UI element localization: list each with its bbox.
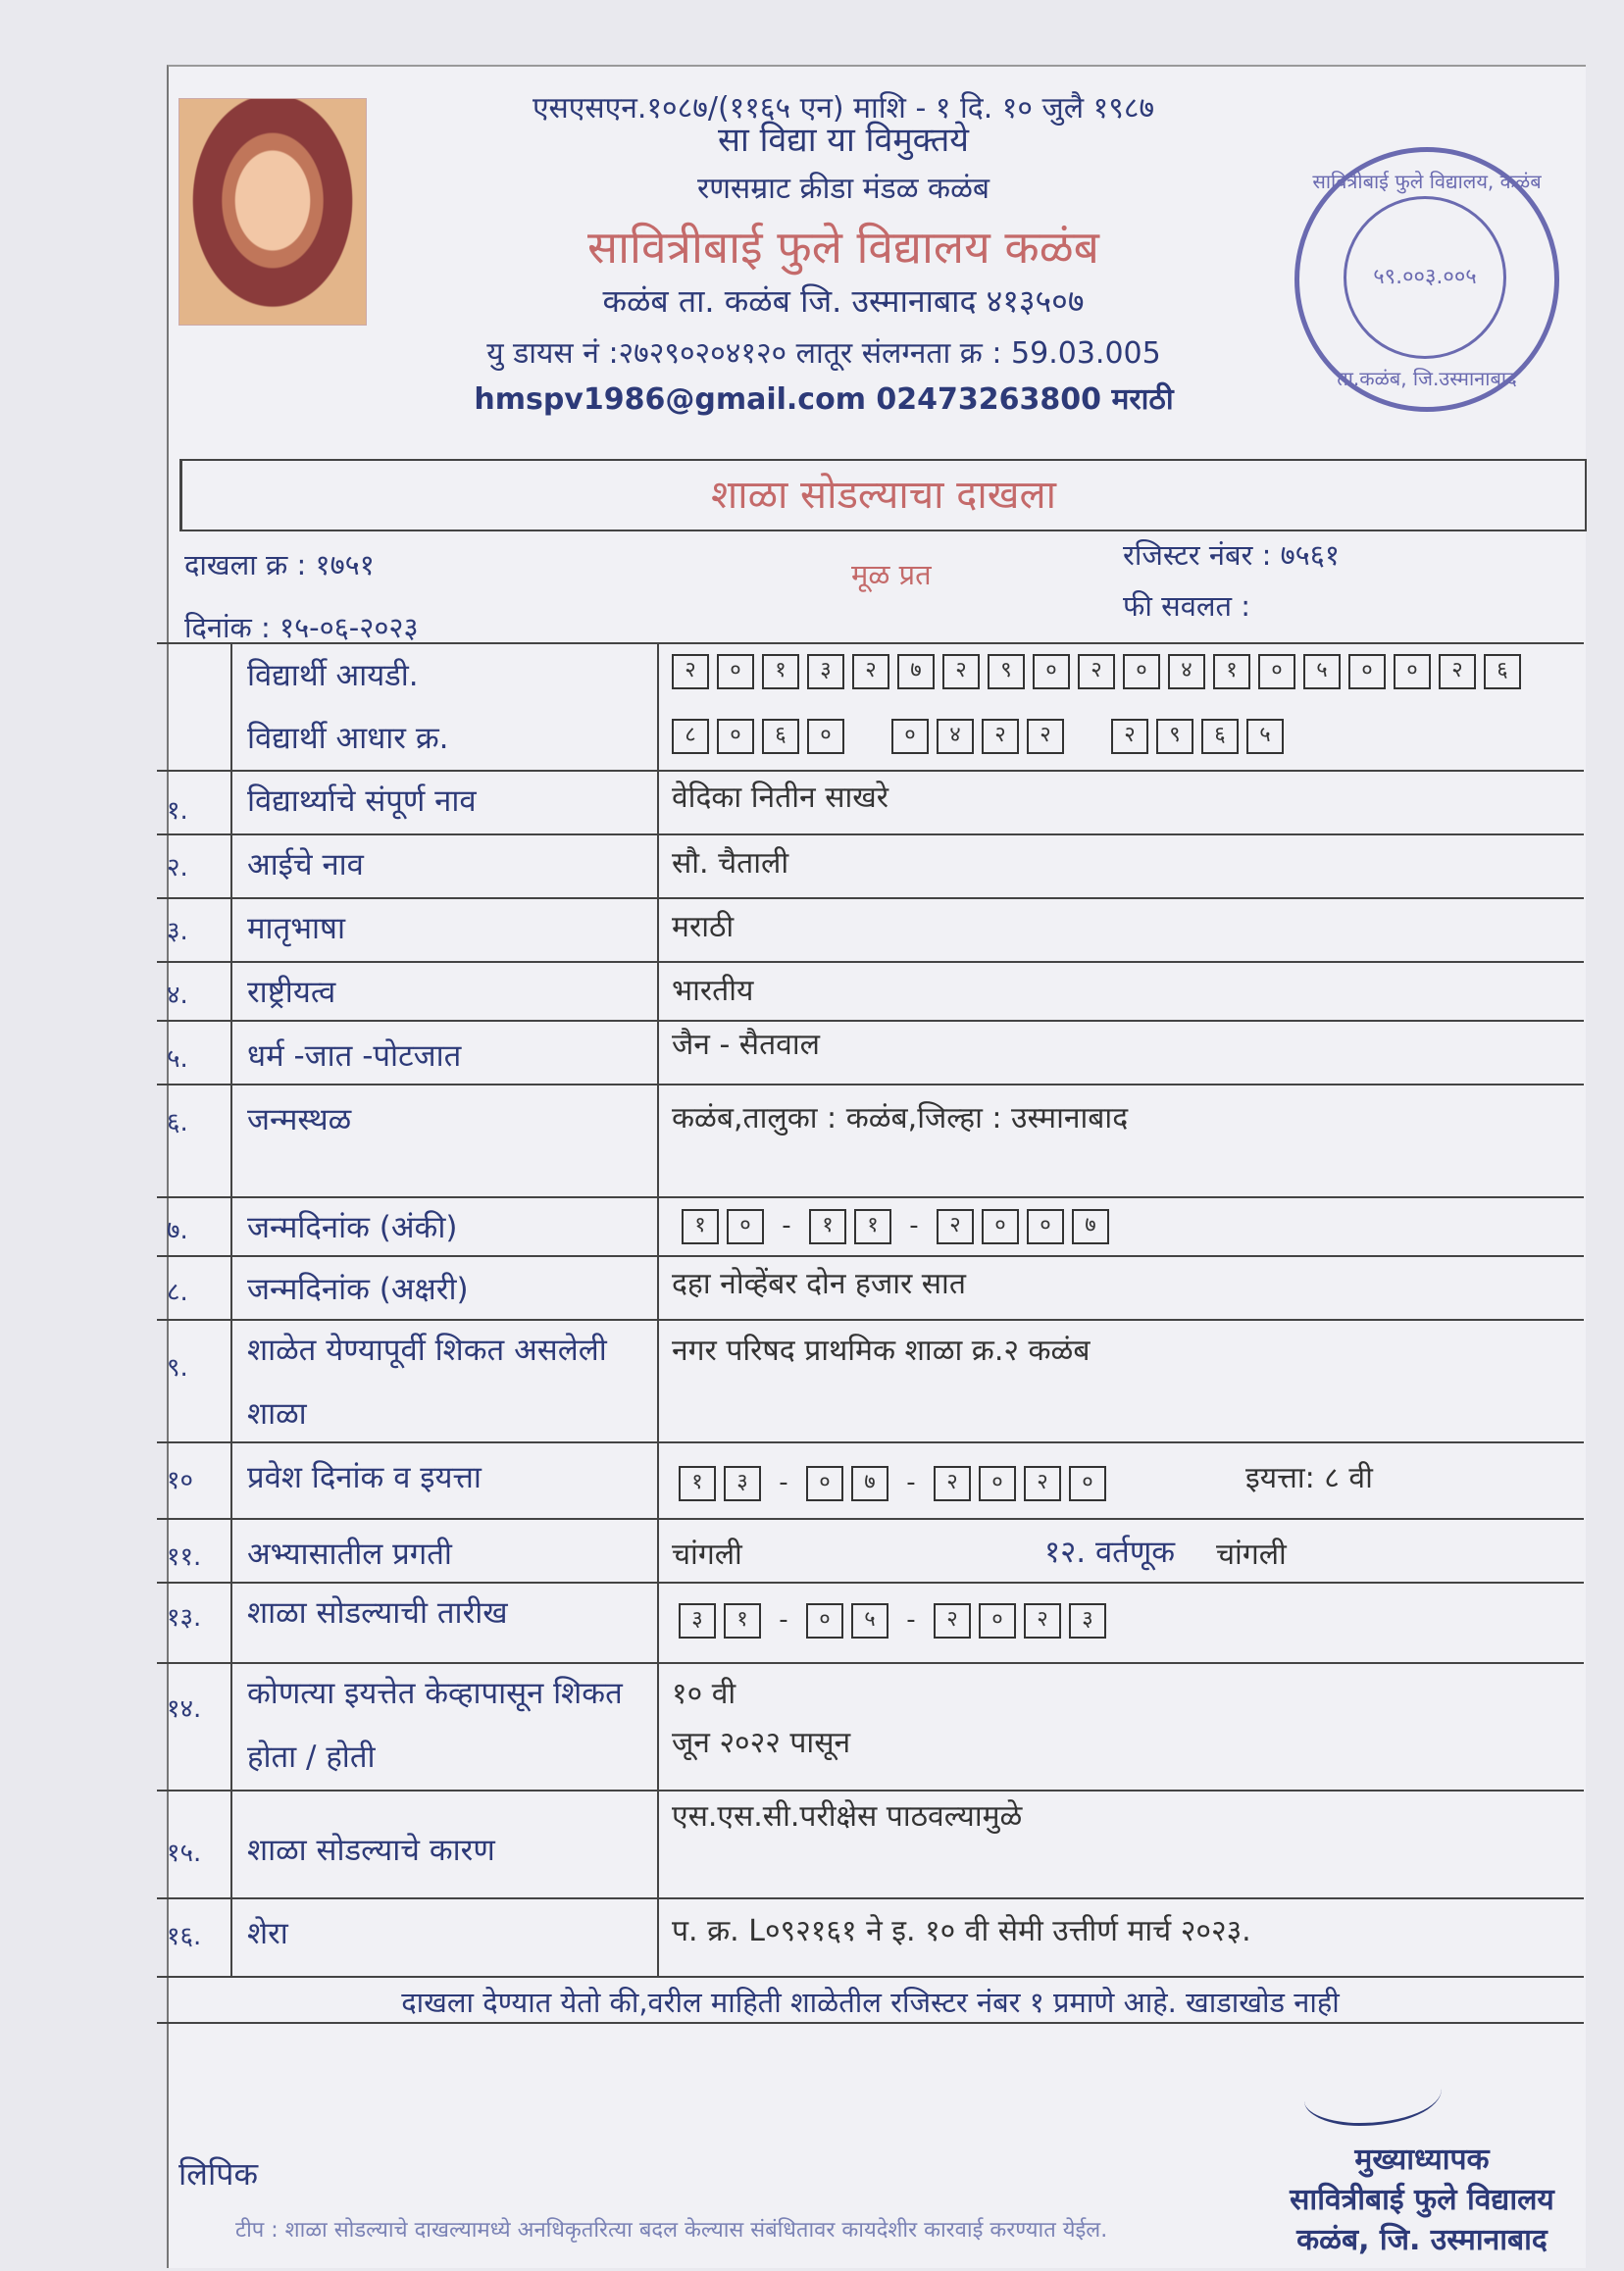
row-number: १६. (167, 1922, 202, 1951)
aadhaar-digit: ० (807, 719, 844, 754)
fee-concession: फी सवलत : (1123, 589, 1250, 623)
dob-numeric-label: जन्मदिनांक (अंकी) (247, 1210, 458, 1245)
mother-tongue-value: मराठी (672, 910, 735, 944)
row-number: ३. (167, 917, 188, 946)
footer-divider (157, 2022, 1584, 2024)
school-motto: सा विद्या या विमुक्तये (717, 121, 970, 160)
row-border (157, 770, 1584, 772)
leaving-digit: ३ (1069, 1603, 1106, 1639)
udise-line: यु डायस नं :२७२९०२०४१२० लातूर संलग्नता क्र : 59.03.005 (486, 336, 1161, 371)
admission-std-value: इयत्ता: ८ वी (1245, 1461, 1373, 1495)
nationality-value: भारतीय (672, 974, 754, 1008)
student-id-digit: २ (942, 654, 980, 689)
leaving-date-boxes (679, 1603, 1106, 1639)
row-border (157, 1255, 1584, 1257)
school-address: कळंब ता. कळंब जि. उस्मानाबाद ४१३५०७ (602, 282, 1085, 320)
aadhaar-digit: ८ (672, 719, 709, 754)
student-id-digit: २ (1078, 654, 1115, 689)
aadhaar-digit: २ (1111, 719, 1148, 754)
row-number: ६. (167, 1108, 188, 1137)
leaving-digit: १ (724, 1603, 761, 1639)
student-id-digit: ० (1258, 654, 1295, 689)
row-number: ५. (167, 1044, 188, 1074)
row-number: ४. (167, 981, 188, 1010)
footnote: टीप : शाळा सोडल्याचे दाखल्यामध्ये अनधिकृतरित्या बदल केल्यास संबंधितावर कायदेशीर कारवाई करण्यात येईल. (235, 2218, 1108, 2243)
leaving-reason-label: शाळा सोडल्याचे कारण (247, 1833, 495, 1868)
register-number: रजिस्टर नंबर : ७५६१ (1123, 538, 1340, 572)
prev-school-value: नगर परिषद प्राथमिक शाळा क्र.२ कळंब (672, 1334, 1091, 1368)
aadhaar-digit: ९ (1156, 719, 1193, 754)
row-border (157, 1662, 1584, 1664)
student-id-digit: १ (1213, 654, 1250, 689)
row-number: ८. (167, 1278, 188, 1307)
dob-digit: २ (937, 1209, 974, 1244)
date-separator: - (906, 1468, 916, 1497)
society-name: रणसम्राट क्रीडा मंडळ कळंब (696, 172, 990, 206)
principal-place: कळंब, जि. उस्मानाबाद (1296, 2223, 1548, 2257)
admission-label: प्रवेश दिनांक व इयत्ता (247, 1460, 482, 1495)
student-id-digit: २ (852, 654, 889, 689)
registration-line: एसएसएन.१०८७/(११६५ एन) माशि - १ दि. १० जुलै १९८७ (532, 91, 1155, 126)
student-id-digit: २ (1439, 654, 1476, 689)
religion-caste-label: धर्म -जात -पोटजात (247, 1038, 462, 1074)
row-number: १५. (167, 1839, 202, 1868)
dob-digit: ० (1027, 1209, 1064, 1244)
row-number: ११. (167, 1542, 202, 1572)
row-border (157, 1020, 1584, 1022)
student-id-digit: ० (1394, 654, 1431, 689)
admission-digit: २ (934, 1466, 971, 1501)
aadhaar-digit: २ (982, 719, 1019, 754)
details-table (157, 642, 1584, 1986)
dob-digit: ७ (1072, 1209, 1109, 1244)
box-gap (1072, 719, 1103, 754)
row-border (157, 897, 1584, 899)
admission-digit: १ (679, 1466, 716, 1501)
contact-line: hmspv1986@gmail.com 02473263800 मराठी (474, 382, 1174, 417)
col-divider-1 (230, 642, 232, 1976)
aadhaar-digit: ४ (937, 719, 974, 754)
std-since-value: जून २०२२ पासून (672, 1726, 851, 1760)
conduct-label: १२. वर्तणूक (1044, 1535, 1176, 1570)
birthplace-value: कळंब,तालुका : कळंब,जिल्हा : उस्मानाबाद (672, 1101, 1129, 1136)
leaving-digit: ० (806, 1603, 843, 1639)
row-border (157, 1790, 1584, 1792)
prev-school-label-cont: शाळा (247, 1396, 307, 1432)
dob-digit: १ (682, 1209, 719, 1244)
row-border (157, 1319, 1584, 1321)
copy-type: मूळ प्रत (851, 558, 932, 591)
admission-digit: ० (979, 1466, 1016, 1501)
leaving-reason-value: एस.एस.सी.परीक्षेस पाठवल्यामुळे (672, 1799, 1023, 1834)
certify-note: दाखला देण्यात येतो की,वरील माहिती शाळेतील रजिस्टर नंबर १ प्रमाणे आहे. खाडाखोड नाही (401, 1986, 1340, 2019)
progress-value: चांगली (672, 1538, 742, 1572)
leaving-digit: ५ (851, 1603, 888, 1639)
admission-digit: ० (806, 1466, 843, 1501)
row-border (157, 1518, 1584, 1520)
aadhaar-boxes (672, 719, 1284, 754)
box-gap (852, 719, 884, 754)
student-id-digit: ० (1123, 654, 1160, 689)
aadhaar-digit: ६ (762, 719, 799, 754)
leaving-digit: २ (1024, 1603, 1061, 1639)
aadhaar-digit: ० (891, 719, 929, 754)
aadhaar-digit: ० (717, 719, 754, 754)
row-border (157, 642, 1584, 644)
row-border (157, 1441, 1584, 1443)
leaving-digit: ० (979, 1603, 1016, 1639)
student-id-digit: ५ (1303, 654, 1341, 689)
row-number: ७. (167, 1216, 188, 1245)
student-id-digit: ० (1033, 654, 1070, 689)
row-border (157, 833, 1584, 835)
std-since-label-cont: होता / होती (247, 1740, 376, 1775)
aadhaar-digit: ५ (1246, 719, 1284, 754)
seal-center-text: ५९.००३.००५ (1344, 196, 1506, 359)
row-border (157, 1976, 1584, 1978)
leaving-digit: २ (934, 1603, 971, 1639)
nationality-label: राष्ट्रीयत्व (247, 975, 336, 1010)
dob-digit: ० (982, 1209, 1019, 1244)
student-id-digit: ० (717, 654, 754, 689)
date-separator: - (906, 1605, 916, 1635)
clerk-label: लिपिक (178, 2155, 259, 2193)
certificate-number: दाखला क्र : १७५१ (184, 548, 375, 581)
leaving-digit: ३ (679, 1603, 716, 1639)
aadhaar-digit: ६ (1201, 719, 1239, 754)
remark-label: शेरा (247, 1916, 288, 1951)
date-separator: - (779, 1605, 788, 1635)
student-id-digit: ३ (807, 654, 844, 689)
principal-title: मुख्याध्यापक (1354, 2143, 1490, 2177)
admission-digit: ७ (851, 1466, 888, 1501)
leaving-date-label: शाळा सोडल्याची तारीख (247, 1595, 508, 1631)
row-border (157, 1897, 1584, 1899)
admission-digit: २ (1024, 1466, 1061, 1501)
student-id-digit: ० (1348, 654, 1386, 689)
dob-numeric-boxes (682, 1209, 1109, 1244)
student-id-digit: ४ (1168, 654, 1205, 689)
admission-date-boxes (679, 1466, 1106, 1501)
aadhaar-digit: २ (1027, 719, 1064, 754)
std-since-label: कोणत्या इयत्तेत केव्हापासून शिकत (247, 1676, 623, 1711)
row-number: १. (167, 796, 188, 826)
progress-label: अभ्यासातील प्रगती (247, 1537, 452, 1572)
school-seal (1294, 147, 1559, 412)
mother-name-value: सौ. चैताली (672, 846, 789, 881)
principal-sign-block (1265, 2059, 1579, 2258)
principal-school: सावित्रीबाई फुले विद्यालय (1290, 2183, 1554, 2217)
row-number: ९. (167, 1353, 188, 1383)
birthplace-label: जन्मस्थळ (247, 1102, 352, 1137)
admission-digit: ३ (724, 1466, 761, 1501)
seal-bottom-text: ता.कळंब, जि.उस्मानाबाद (1337, 367, 1517, 390)
student-id-boxes (672, 654, 1521, 689)
seal-top-text: सावित्रीबाई फुले विद्यालय, कळंब (1312, 170, 1542, 193)
student-id-digit: २ (672, 654, 709, 689)
row-number: १३. (167, 1603, 202, 1633)
dob-digit: १ (809, 1209, 846, 1244)
row-border (157, 1582, 1584, 1584)
row-border (157, 961, 1584, 963)
student-id-digit: ६ (1484, 654, 1521, 689)
row-border (157, 1084, 1584, 1085)
date-separator: - (909, 1211, 919, 1240)
student-id-digit: १ (762, 654, 799, 689)
prev-school-label: शाळेत येण्यापूर्वी शिकत असलेली (247, 1333, 607, 1368)
std-value: १० वी (672, 1677, 736, 1711)
religion-caste-value: जैन - सैतवाल (672, 1028, 820, 1062)
date-separator: - (779, 1468, 788, 1497)
row-border (157, 1196, 1584, 1198)
student-id-label: विद्यार्थी आयडी. (247, 658, 419, 693)
full-name-label: विद्यार्थ्याचे संपूर्ण नाव (247, 783, 477, 819)
dob-words-value: दहा नोव्हेंबर दोन हजार सात (672, 1267, 966, 1301)
school-name: सावित्रीबाई फुले विद्यालय कळंब (587, 221, 1099, 274)
aadhaar-label: विद्यार्थी आधार क्र. (247, 721, 449, 756)
row-number: २. (167, 853, 188, 883)
dob-digit: १ (854, 1209, 891, 1244)
row-number: १४. (167, 1694, 202, 1724)
mother-tongue-label: मातृभाषा (247, 911, 346, 946)
row-number: १० (167, 1466, 194, 1495)
full-name-value: वेदिका नितीन साखरे (672, 781, 889, 815)
admission-digit: ० (1069, 1466, 1106, 1501)
conduct-value: चांगली (1216, 1538, 1287, 1572)
student-id-digit: ७ (897, 654, 935, 689)
student-id-digit: ९ (988, 654, 1025, 689)
remark-value: प. क्र. L०९२१६१ ने इ. १० वी सेमी उत्तीर्ण मार्च २०२३. (672, 1914, 1251, 1948)
certificate-title: शाळा सोडल्याचा दाखला (179, 459, 1587, 531)
date-separator: - (782, 1211, 791, 1240)
certificate-date: दिनांक : १५-०६-२०२३ (184, 611, 419, 644)
mother-name-label: आईचे नाव (247, 847, 364, 883)
dob-words-label: जन्मदिनांक (अक्षरी) (247, 1272, 469, 1307)
dob-digit: ० (727, 1209, 764, 1244)
